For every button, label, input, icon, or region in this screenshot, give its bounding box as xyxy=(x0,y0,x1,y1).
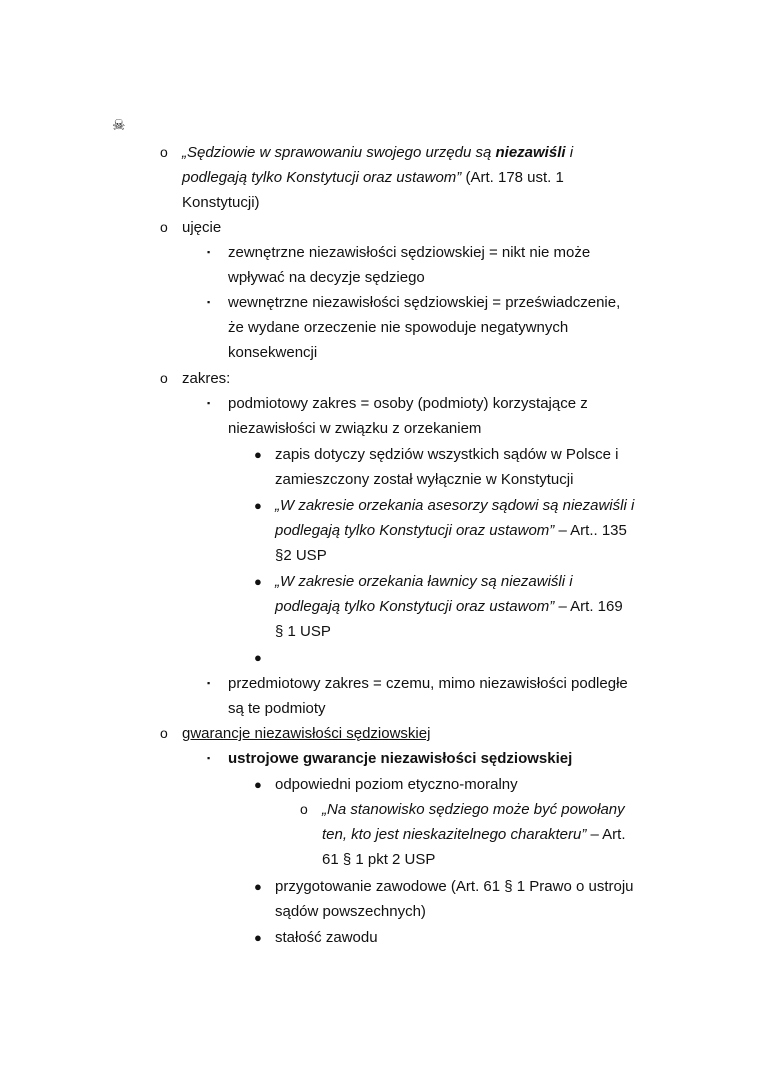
list-item: „W zakresie orzekania asesorzy sądowi są niezawiśli i xyxy=(275,497,635,514)
quote-line-3: Konstytucji) xyxy=(182,194,260,211)
list-item: podmiotowy zakres = osoby (podmioty) korzystające z xyxy=(228,395,588,412)
list-item: ten, kto jest nieskazitelnego charakteru” – Art. xyxy=(322,826,626,843)
dot-bullet: ● xyxy=(254,498,262,513)
square-bullet: ▪ xyxy=(207,247,211,257)
list-item: zewnętrzne niezawisłości sędziowskiej = nikt nie może xyxy=(228,244,591,261)
list-item: zapis dotyczy sędziów wszystkich sądów w Polsce i xyxy=(275,446,619,463)
list-item: podlegają tylko Konstytucji oraz ustawom” – Art. 169 xyxy=(275,598,623,615)
circle-bullet: o xyxy=(160,725,168,741)
list-item-label: ujęcie xyxy=(182,219,222,236)
skull-icon: ☠ xyxy=(112,117,126,134)
circle-bullet: o xyxy=(160,370,168,386)
list-item: niezawisłości w związku z orzekaniem xyxy=(228,420,482,437)
dot-bullet: ● xyxy=(254,650,262,665)
dot-bullet: ● xyxy=(254,777,262,792)
square-bullet: ▪ xyxy=(207,753,211,763)
list-item: ustrojowe gwarancje niezawisłości sędziowskiej xyxy=(228,750,573,767)
square-bullet: ▪ xyxy=(207,678,211,688)
list-item: wpływać na decyzje sędziego xyxy=(228,269,425,286)
list-item: 61 § 1 pkt 2 USP xyxy=(322,851,436,868)
circle-bullet: o xyxy=(160,144,168,160)
circle-bullet: o xyxy=(300,801,308,817)
list-item: podlegają tylko Konstytucji oraz ustawom” – Art.. 135 xyxy=(275,522,627,539)
dot-bullet: ● xyxy=(254,930,262,945)
list-item: konsekwencji xyxy=(228,344,318,361)
list-item: przygotowanie zawodowe (Art. 61 § 1 Prawo o ustroju xyxy=(275,878,634,895)
list-item: § 1 USP xyxy=(275,623,331,640)
dot-bullet: ● xyxy=(254,574,262,589)
list-item: że wydane orzeczenie nie spowoduje negatywnych xyxy=(228,319,569,336)
list-item-label: gwarancje niezawisłości sędziowskiej xyxy=(182,725,431,742)
quote-line-1: „Sędziowie w sprawowaniu swojego urzędu są niezawiśli i xyxy=(182,144,574,161)
quote-line-2: podlegają tylko Konstytucji oraz ustawom” (Art. 178 ust. 1 xyxy=(182,169,564,186)
list-item-label: zakres: xyxy=(182,370,231,387)
square-bullet: ▪ xyxy=(207,297,211,307)
list-item: „W zakresie orzekania ławnicy są niezawiśli i xyxy=(275,573,573,590)
list-item: przedmiotowy zakres = czemu, mimo niezawisłości podległe xyxy=(228,675,628,692)
list-item: są te podmioty xyxy=(228,700,326,717)
dot-bullet: ● xyxy=(254,447,262,462)
dot-bullet: ● xyxy=(254,879,262,894)
list-item: stałość zawodu xyxy=(275,929,378,946)
list-item: zamieszczony został wyłącznie w Konstytucji xyxy=(275,471,574,488)
list-item: sądów powszechnych) xyxy=(275,903,426,920)
list-item: wewnętrzne niezawisłości sędziowskiej = przeświadczenie, xyxy=(228,294,621,311)
list-item: „Na stanowisko sędziego może być powołany xyxy=(322,801,625,818)
circle-bullet: o xyxy=(160,219,168,235)
square-bullet: ▪ xyxy=(207,398,211,408)
list-item: §2 USP xyxy=(275,547,327,564)
list-item: odpowiedni poziom etyczno-moralny xyxy=(275,776,518,793)
